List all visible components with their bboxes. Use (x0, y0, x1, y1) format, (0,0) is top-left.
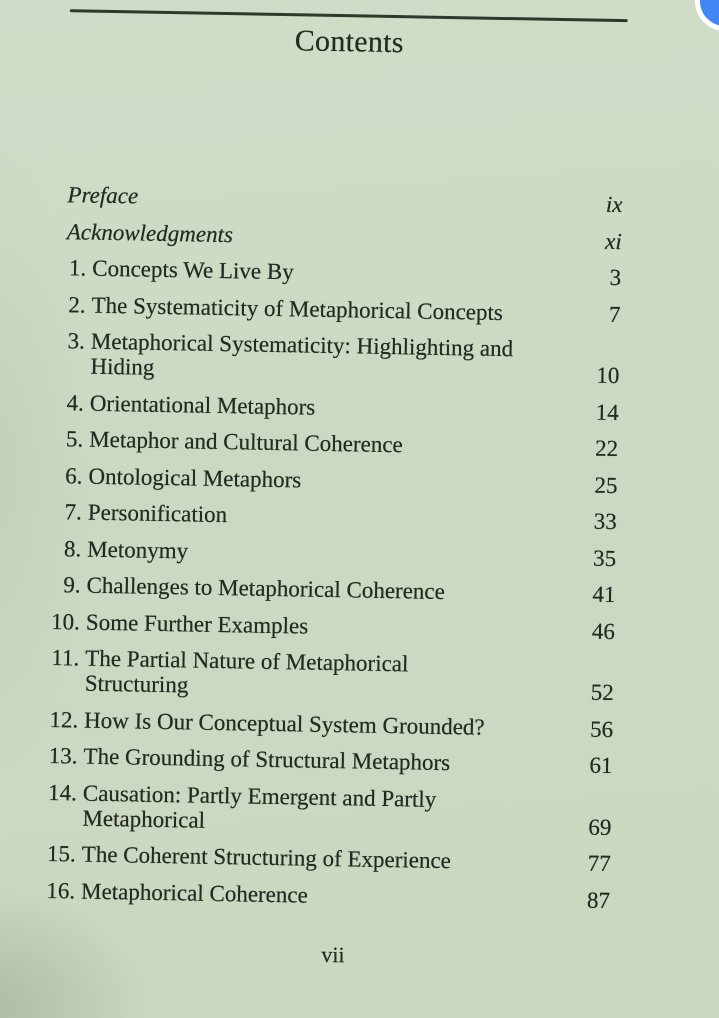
toc-entry-page: 7 (608, 301, 621, 327)
toc-entry (43, 779, 612, 839)
toc-entry-title: Metaphorical Coherence (80, 878, 309, 908)
toc-entry-title: Preface (67, 182, 139, 209)
toc-entry (51, 328, 620, 388)
toc-entry (49, 462, 617, 497)
toc-entry (46, 645, 615, 705)
toc-entry-number: 9. (63, 572, 81, 598)
toc-entry-number: 4. (66, 389, 85, 416)
toc-entry (54, 182, 622, 217)
toc-entry-title: How Is Our Conceptual System Grounded? (83, 707, 485, 740)
toc-entry-number: 11. (51, 645, 80, 671)
toc-entry-number: 16. (46, 877, 76, 903)
toc-entry-page: 33 (593, 508, 618, 535)
toc-entry-page: 61 (589, 752, 613, 779)
toc-entry-title: The Partial Nature of Metaphorical Structuring (85, 646, 409, 702)
toc-entry-number: 1. (68, 255, 87, 281)
toc-entry-page: xi (604, 228, 623, 254)
toc-entry-title: Causation: Partly Emergent and Partly Metaphorical (82, 780, 436, 836)
toc-entry-number: 15. (46, 840, 77, 867)
toc-entry-page: 3 (609, 264, 622, 291)
toc-entry-title: The Grounding of Structural Metaphors (83, 743, 451, 776)
table-of-contents (42, 182, 623, 924)
toc-entry-page: 87 (586, 887, 611, 913)
header-rule-line (70, 9, 628, 21)
toc-entry-title: Some Further Examples (85, 609, 309, 639)
toc-entry-title: Orientational Metaphors (89, 390, 316, 420)
toc-entry-number: 12. (49, 706, 79, 733)
toc-entry (44, 743, 612, 778)
toc-entry-page: 25 (594, 472, 618, 498)
toc-entry-number: 8. (63, 535, 82, 562)
toc-entry-page: 46 (591, 618, 616, 644)
toc-entry-title: Metonymy (87, 536, 189, 563)
toc-entry-number: 10. (50, 608, 81, 635)
toc-entry-page: 41 (592, 581, 616, 608)
toc-entry-page: 69 (588, 814, 612, 840)
folio-page-number: vii (321, 941, 345, 968)
toc-entry-page: ix (605, 191, 623, 218)
toc-entry-title: Metaphorical Systematicity: Highlighting and Hiding (90, 329, 513, 387)
toc-entry (52, 291, 620, 326)
toc-entry-title-line2: Metaphorical (82, 805, 206, 833)
page-title: Contents (294, 24, 405, 60)
toc-entry (53, 255, 621, 290)
toc-entry-title: Concepts We Live By (92, 255, 294, 285)
toc-entry-number: 13. (48, 742, 78, 769)
toc-entry-number: 7. (64, 499, 83, 525)
toc-entry-number: 6. (65, 462, 83, 489)
toc-entry (49, 499, 617, 534)
toc-entry-page: 22 (594, 435, 619, 462)
toc-entry (50, 426, 618, 461)
toc-entry (47, 572, 615, 607)
toc-entry-title: Metaphor and Cultural Coherence (88, 426, 403, 458)
toc-entry-number: 5. (65, 426, 84, 452)
toc-entry-title-line2: Structuring (84, 670, 189, 698)
toc-entry-title: Ontological Metaphors (88, 463, 302, 492)
toc-entry-page: 35 (592, 545, 617, 571)
toc-entry-title: Acknowledgments (66, 218, 234, 247)
toc-entry-page: 10 (596, 362, 620, 389)
toc-entry-title-line2: Hiding (90, 353, 155, 380)
toc-entry-title: Personification (87, 499, 228, 528)
toc-entry (45, 706, 613, 741)
toc-entry-number: 2. (68, 291, 86, 318)
toc-entry-title: The Systematicity of Metaphorical Concepts (91, 292, 504, 325)
toc-entry (51, 389, 619, 424)
toc-entry-title: Challenges to Metaphorical Coherence (86, 572, 446, 605)
toc-entry (48, 535, 616, 570)
toc-entry-page: 52 (590, 679, 614, 706)
toc-entry (42, 877, 610, 912)
toc-entry-number: 14. (47, 779, 78, 805)
toc-entry-page: 14 (595, 399, 619, 425)
toc-entry-number: 3. (67, 328, 86, 354)
toc-entry-title: The Coherent Structuring of Experience (81, 841, 452, 874)
toc-entry (43, 841, 611, 876)
toc-entry (47, 608, 615, 643)
toc-entry-page: 56 (589, 716, 614, 742)
toc-entry (54, 218, 622, 253)
toc-entry-page: 77 (587, 850, 611, 877)
